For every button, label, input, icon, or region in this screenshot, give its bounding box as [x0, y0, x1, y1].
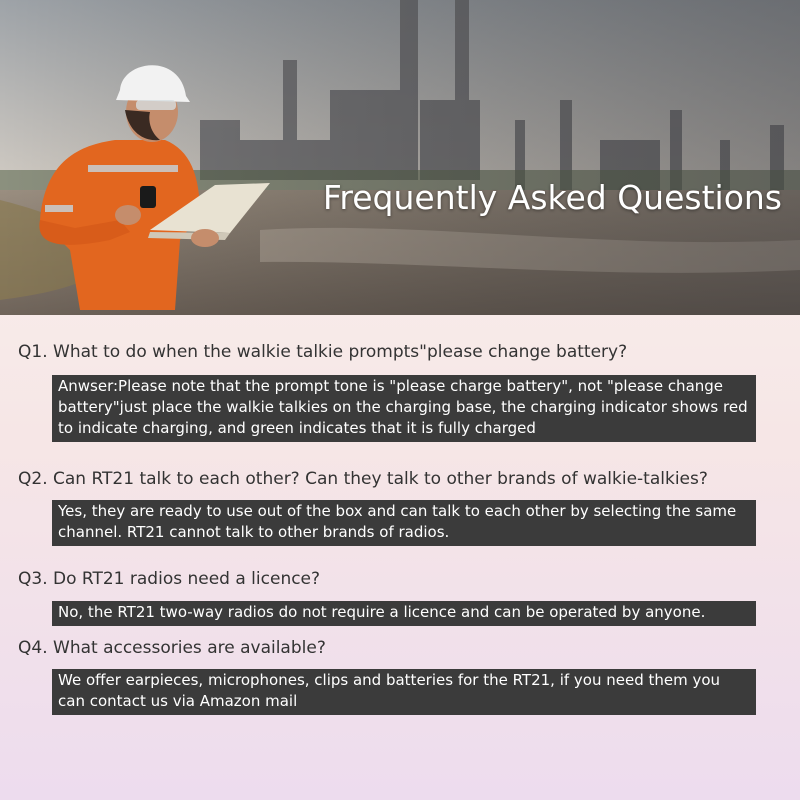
faq-question-4: Q4. What accessories are available? [18, 638, 326, 658]
faq-answer-2: Yes, they are ready to use out of the box and can talk to each other by selecting the same channel. RT21 cannot talk to other brands of radios. [52, 500, 756, 546]
faq-answer-4: We offer earpieces, microphones, clips and batteries for the RT21, if you need them you can contact us via Amazon mail [52, 669, 756, 715]
faq-question-3: Q3. Do RT21 radios need a licence? [18, 569, 321, 589]
industrial-scene-image [0, 0, 800, 315]
faq-question-2: Q2. Can RT21 talk to each other? Can they talk to other brands of walkie-talkies? [18, 469, 708, 489]
page-title: Frequently Asked Questions [322, 178, 782, 217]
hero-banner [0, 0, 800, 315]
faq-answer-1: Anwser:Please note that the prompt tone is "please charge battery", not "please change battery"just place the walkie talkies on the charging base, the charging indicator shows red to indicate charging, and green indicates that it is fully charged [52, 375, 756, 442]
faq-question-1: Q1. What to do when the walkie talkie prompts"please change battery? [18, 342, 628, 362]
faq-answer-3: No, the RT21 two-way radios do not require a licence and can be operated by anyone. [52, 601, 756, 626]
